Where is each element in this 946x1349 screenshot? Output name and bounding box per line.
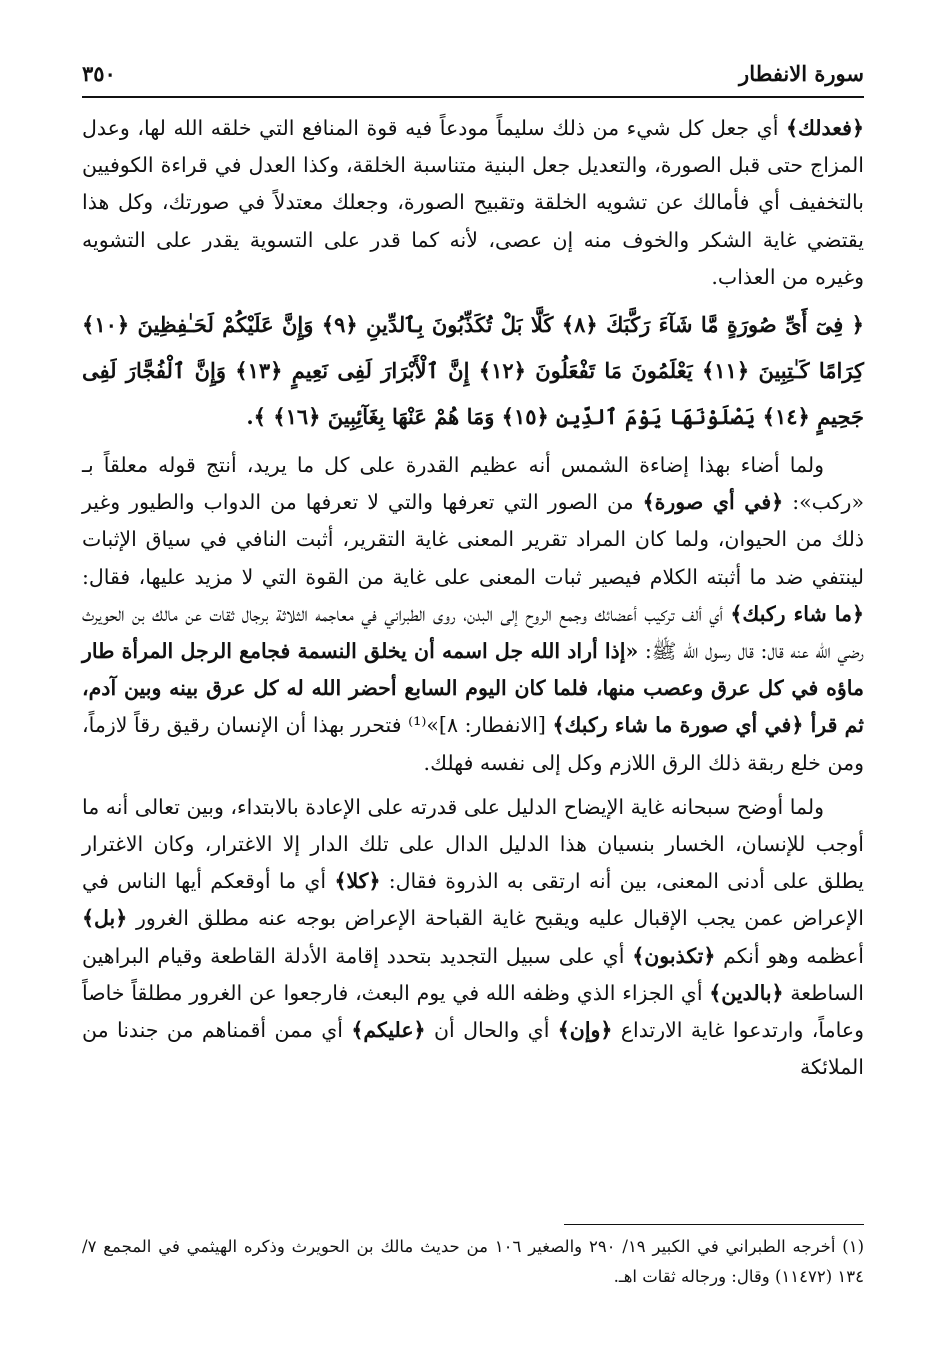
segment: «إذا أراد الله جل اسمه أن يخلق النسمة فجامع الرجل المرأة طار ماؤه في كل عرق وعصب منها، فلما كان اليوم السابع أحضر الله له كل عرق بينه وبين آدم، ثم قرأ ﴿في أي صورة ما شاء ركبك﴾ (82, 639, 864, 738)
segment: ولما أوضح سبحانه غاية الإيضاح الدليل على قدرته على الإعادة بالابتداء، وبين تعالى أنه ما أوجب للإنسان، الخسار بنسيان هذا الدليل الدال على تلك الدار إلا الاغترار، وكان الاغترار يطلق على أدنى المعنى، بين أنه ارتقى به الذروة فقال: (82, 794, 864, 894)
paragraph-p2 (82, 447, 864, 782)
segment: أي على سبيل التجديد بتحدد إقامة الأدلة القاطعة وقيام البراهين الساطعة (82, 943, 864, 1005)
segment: ﴿بالدين﴾ (709, 980, 784, 1005)
segment: ﴿في أي صورة﴾ (642, 490, 784, 515)
segment: [الانفطار: ٨]»⁽¹⁾ فتحرر بهذا أن الإنسان رقيق رقاً لازماً، ومن خلع ربقة ذلك الرق اللازم وكل إلى نفسه فهلك. (82, 713, 864, 775)
segment: ﴿تكذبون﴾ (632, 943, 716, 968)
segment: أي ممن أقمناهم من جندنا من الملائكة (82, 1018, 864, 1080)
segment: ﴿عليكم﴾ (351, 1018, 426, 1043)
segment: ﴿ما شاء ركبك﴾ (730, 601, 864, 626)
page-header (82, 56, 864, 90)
paragraph-p1 (82, 110, 864, 296)
quran-verse-block (82, 302, 864, 440)
segment: أي جعل كل شيء من ذلك سليماً مودعاً فيه قوة المنافع التي خلقه الله لها، وعدل المزاج حتى قبل الصورة، والتعديل جعل البنية متناسبة الخلقة، وكذا العدل في قراءة الكوفيين بالتخفيف أي فأمالك عن تشويه الخلقة وتقبيح الصورة، وجعلك معتدلاً في صورتك، وكل هذا يقتضي غاية الشكر والخوف منه إن عصى، لأنه كما قدر على التسوية يقدر على التشويه وغيره من العذاب. (82, 116, 864, 289)
segment: أي والحال أن (425, 1018, 558, 1043)
segment: أعظمه وهو أنكم (715, 943, 864, 968)
segment: من الصور التي تعرفها والتي لا تعرفها من الدواب والطيور وغير ذلك من الحيوان، ولما كان المراد تقرير المعنى غاية التقرير، أثبت النافي في سياق الإثبات لينتفي ضد ما أثبته الكلام فيصير ثبات المعنى على غاية من القوة التي لا مزيد عليها، فقال: (82, 490, 864, 589)
page-number: ٣٥٠ (82, 60, 116, 86)
main-text (82, 110, 864, 1086)
segment: ﴿كلا﴾ (334, 869, 381, 894)
surah-title: سورة الانفطار (739, 60, 864, 86)
segment: أي الجزاء الذي وظفه الله في يوم البعث، فارجعوا عن الغرور مطلقاً خاصاً وعاماً، وارتدعوا غاية الارتداع (82, 980, 864, 1043)
footnote-text: (١) أخرجه الطبراني في الكبير ١٩/ ٢٩٠ والصغير ١٠٦ من حديث مالك بن الحويرث وذكره الهيثمي في المجمع ٧/ ١٣٤ (١١٤٧٢) وقال: ورجاله ثقات اهـ. (82, 1237, 865, 1286)
footnote-rule (564, 1224, 864, 1225)
paragraph-p3 (82, 789, 864, 1087)
segment: ﴿بل﴾ (82, 906, 128, 931)
segment: ولما أضاء بهذا إضاءة الشمس أنه عظيم القدرة على كل ما يريد، أنتج قوله معلقاً بـ «ركب»: (82, 453, 864, 515)
segment: أي ألف تركيب أعضائك وجمع الروح إلى البدن، روى الطبراني في معاجمه الثلاثة برجال ثقات عن مالك بن الحويرث رضي الله عنه قال: قال رسول الله ﷺ: (82, 601, 864, 664)
segment: ﴿وإن﴾ (557, 1018, 613, 1043)
segment: أي ما أوقعكم أيها الناس في الإعراض عمن يجب الإقبال عليه ويقبح غاية القباحة الإعراض بوجه عنه مطلق الغرور (82, 869, 864, 931)
segment: ﴿فعدلك﴾ (786, 116, 864, 140)
footnote (82, 1232, 864, 1292)
segment: ﴿ فِىٓ أَىِّ صُورَةٍ مَّا شَآءَ رَكَّبَكَ ﴿٨﴾ كَلَّا بَلْ تُكَذِّبُونَ بِٱلدِّينِ ﴿٩﴾ وَإِنَّ عَلَيْكُمْ لَحَـٰفِظِينَ ﴿١٠﴾ كِرَامًا كَـٰتِبِينَ ﴿١١﴾ يَعْلَمُونَ مَا تَفْعَلُونَ ﴿١٢﴾ إِنَّ ٱلْأَبْرَارَ لَفِى نَعِيمٍ ﴿١٣﴾ وَإِنَّ ٱلْفُجَّارَ لَفِى جَحِيمٍ ﴿١٤﴾ يَصْلَوْنَهَا يَوْمَ ٱلدِّينِ ﴿١٥﴾ وَمَا هُمْ عَنْهَا بِغَآئِبِينَ ﴿١٦﴾ ﴾. (82, 312, 864, 430)
header-rule (82, 96, 864, 98)
